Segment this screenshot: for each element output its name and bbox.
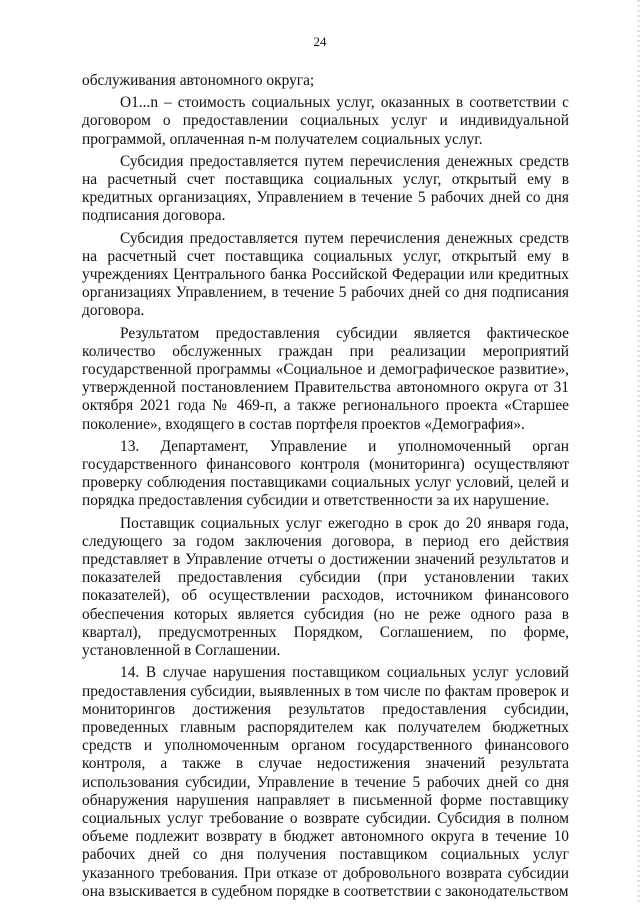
paragraph-subsidy-result: Результатом предоставления субсидии является фактическое количество обслуженных граждан при реализации мероприятий государственной программы «Социальное и демографическое развитие», утвержденной постановлением Правительства автономного округа от 31 октября 2021 года № 469-п, а также регионального проекта «Старшее поколение», входящего в состав портфеля проектов «Демография». [82, 324, 569, 433]
paragraph-section-14: 14. В случае нарушения поставщиком социальных услуг условий предоставления субсидии, выявленных в том числе по фактам проверок и мониторингов достижения результатов предоставления субсидии, проведенных главным распорядителем как получателем бюджетных средств и уполномоченным органом государственного финансового контроля, а также в случае недостижения значений результата использования субсидии, Управление в течение 5 рабочих дней со дня обнаружения нарушения направляет в письменной форме поставщику социальных услуг требование о возврате субсидии. Субсидия в полном объеме подлежит возврату в бюджет автономного округа в течение 10 рабочих дней со дня получения поставщиком социальных услуг указанного требования. При отказе от добровольного возврата субсидии она взыскивается в судебном порядке в соответствии с законодательством [82, 664, 569, 900]
document-body [82, 72, 569, 905]
paragraph-section-13: 13. Департамент, Управление и уполномоченный орган государственного финансового контроля (мониторинга) осуществляют проверку соблюдения поставщиками социальных услуг условий, целей и порядка предоставления субсидии и ответственности за их нарушение. [82, 437, 569, 510]
paragraph-reporting: Поставщик социальных услуг ежегодно в срок до 20 января года, следующего за годом заключения договора, в период его действия представляет в Управление отчеты о достижении значений результатов и показателей предоставления субсидии (при установлении таких показателей), об осуществлении расходов, источником финансового обеспечения которых является субсидия (но не реже одного раза в квартал), предусмотренных Порядком, Соглашением, по форме, установленной в Соглашении. [82, 514, 569, 660]
page-number: 24 [313, 34, 327, 49]
paragraph-continuation: обслуживания автономного округа; [82, 72, 315, 89]
paragraph-subsidy-transfer-central-bank: Субсидия предоставляется путем перечисления денежных средств на расчетный счет поставщика социальных услуг, открытый ему в учреждениях Центрального банка Российской Федерации или кредитных организациях Управлением, в течение 5 рабочих дней со дня подписания договора. [82, 229, 569, 320]
paragraph-subsidy-transfer-credit: Субсидия предоставляется путем перечисления денежных средств на расчетный счет поставщика социальных услуг, открытый ему в кредитных организациях, Управлением в течение 5 рабочих дней со дня подписания договора. [82, 152, 569, 225]
paragraph-formula-definition: O1...n – стоимость социальных услуг, оказанных в соответствии с договором о предоставлении социальных услуг и индивидуальной программой, оплаченная n-м получателем социальных услуг. [82, 94, 569, 148]
